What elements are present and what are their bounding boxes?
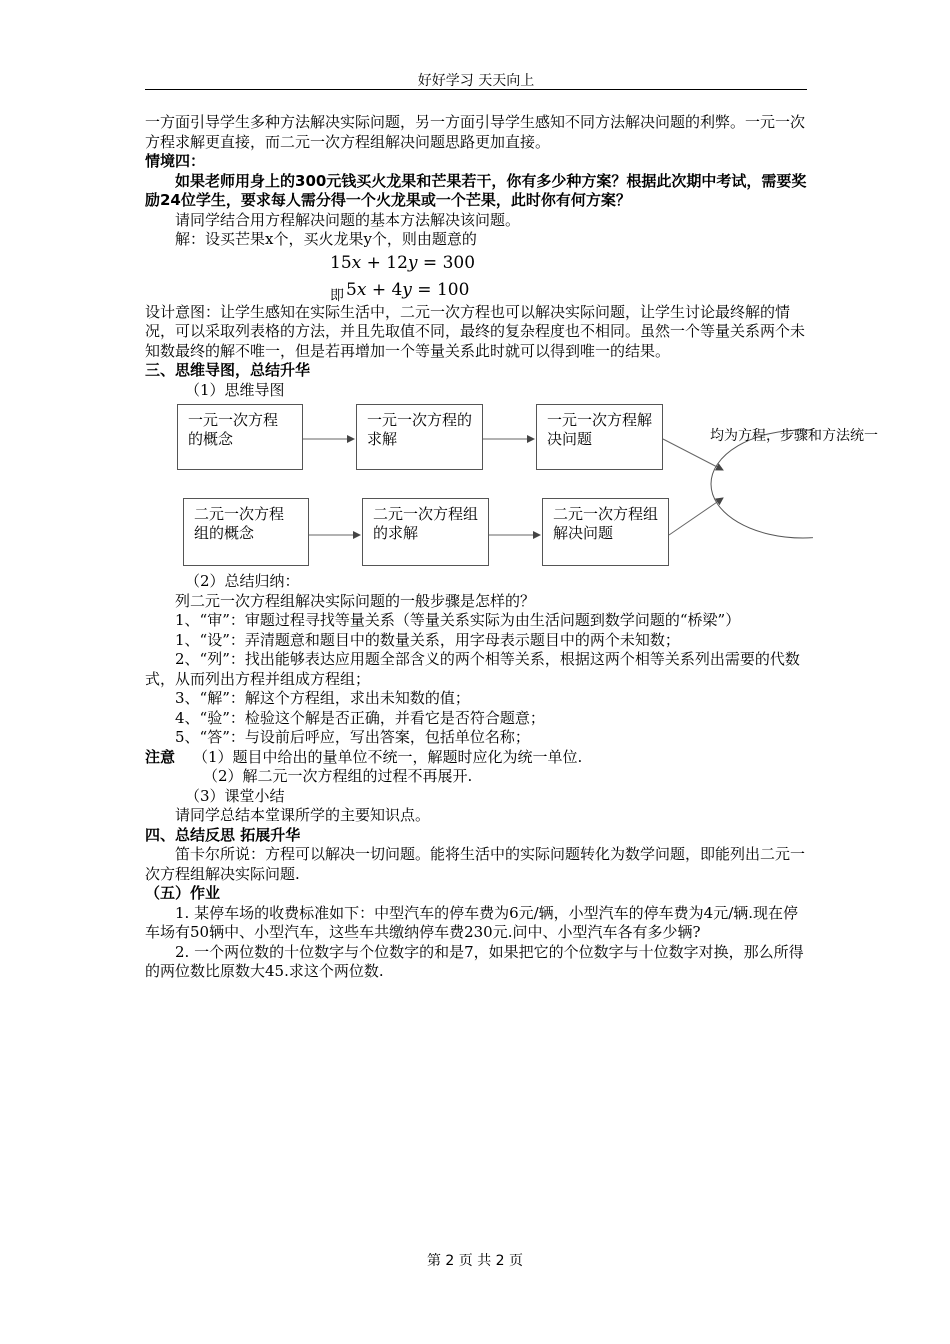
eq1-plus: + 12 bbox=[361, 252, 408, 273]
arrow-r2-to-ellipse bbox=[669, 498, 723, 535]
page-footer: 第 2 页 共 2 页 bbox=[426, 1253, 524, 1269]
section3-sub3: （3）课堂小结 bbox=[185, 786, 285, 805]
situation4-prompt: 请同学结合用方程解决问题的基本方法解决该问题。 bbox=[175, 210, 521, 229]
section3-heading: 三、思维导图，总结升华 bbox=[145, 361, 311, 379]
node-linear-solve: 一元一次方程的求解 bbox=[356, 404, 483, 470]
design-intent: 设计意图：让学生感知在实际生活中，二元一次方程也可以解决实际问题，让学生讨论最终解的情况，可以采取列表格的方法，并且先取值不同，最终的复杂程度也不相同。虽然一个等量关系两个未知数最终的解不唯一，但是若再增加一个等量关系此时就可以得到唯一的结果。 bbox=[145, 302, 806, 360]
eq2-coef-a: 5 bbox=[346, 279, 357, 300]
note-1-line bbox=[145, 748, 813, 768]
node-linear-apply: 一元一次方程解决问题 bbox=[536, 404, 663, 470]
situation4-question: 如果老师用身上的300元钱买火龙果和芒果若干，你有多少种方案？根据此次期中考试，需要奖励24位学生，要求每人需分得一个火龙果或一个芒果，此时你有何方案？ bbox=[145, 171, 807, 209]
step-shen: 1、“审”：审题过程寻找等量关系（等量关系实际为由生活问题到数学问题的“桥梁”） bbox=[175, 611, 741, 629]
section3-sub1: （1）思维导图 bbox=[185, 380, 285, 399]
eq1-var-y: y bbox=[407, 252, 418, 273]
eq2-var-x: x bbox=[356, 279, 367, 300]
mind-map bbox=[145, 402, 878, 572]
eq2-var-y: y bbox=[402, 279, 412, 300]
section3-sub2: （2）总结归纳： bbox=[185, 572, 300, 590]
eq1-coef-a: 15 bbox=[330, 252, 352, 273]
page-header: 好好学习 天天向上 bbox=[417, 73, 535, 89]
conclusion-text: 均为方程，步骤和方法统一 bbox=[710, 428, 878, 444]
step-lie: 2、“列”：找出能够表达应用题全部含义的两个相等关系，根据这两个相等关系列出需要的代数式，从而列出方程并组成方程组； bbox=[145, 650, 800, 688]
eq2-rhs: = 100 bbox=[411, 279, 470, 300]
homework-1: 1. 某停车场的收费标准如下：中型汽车的停车费为6元/辆，小型汽车的停车费为4元/辆.现在停车场有50辆中、小型汽车，这些车共缴纳停车费230元.问中、小型汽车各有多少辆? bbox=[145, 903, 799, 941]
node-system-apply: 二元一次方程组解决问题 bbox=[542, 498, 669, 566]
note-label: 注意 bbox=[145, 747, 176, 766]
node-system-concept: 二元一次方程组的概念 bbox=[183, 498, 309, 566]
equation-2 bbox=[145, 277, 813, 303]
homework-2: 2. 一个两位数的十位数字与个位数字的和是7，如果把它的个位数字与十位数字对换，那么所得的两位数比原数大45.求这个两位数. bbox=[145, 942, 804, 980]
steps-intro: 列二元一次方程组解决实际问题的一般步骤是怎样的？ bbox=[175, 591, 536, 610]
note-1: （1）题目中给出的量单位不统一，解题时应化为统一单位. bbox=[193, 747, 583, 766]
situation4-solution: 解：设买芒果x个，买火龙果y个，则由题意的 bbox=[175, 230, 477, 248]
step-jie: 3、“解”：解这个方程组，求出未知数的值； bbox=[175, 689, 470, 707]
eq1-rhs: = 300 bbox=[417, 252, 476, 273]
document-body bbox=[145, 113, 878, 982]
equation-1 bbox=[145, 250, 813, 277]
section4-text: 笛卡尔所说：方程可以解决一切问题。能将生活中的实际问题转化为数学问题，即能列出二元一次方程组解决实际问题. bbox=[145, 845, 806, 883]
eq2-plus: + 4 bbox=[366, 279, 403, 300]
eq1-var-x: x bbox=[351, 252, 362, 273]
section5-heading: （五）作业 bbox=[145, 884, 221, 902]
step-yan: 4、“验”：检验这个解是否正确，并看它是否符合题意； bbox=[175, 708, 545, 727]
step-she: 1、“设”：弄清题意和题目中的数量关系，用字母表示题目中的两个未知数； bbox=[175, 630, 680, 649]
node-system-solve: 二元一次方程组的求解 bbox=[362, 498, 489, 566]
eq2-prefix: 即 bbox=[330, 287, 344, 304]
situation4-heading: 情境四： bbox=[145, 152, 206, 170]
note-2: （2）解二元一次方程组的过程不再展开. bbox=[203, 767, 473, 785]
class-summary: 请同学总结本堂课所学的主要知识点。 bbox=[175, 806, 431, 824]
section4-heading: 四、总结反思 拓展升华 bbox=[145, 825, 301, 844]
intro-paragraph: 一方面引导学生多种方法解决实际问题，另一方面引导学生感知不同方法解决问题的利弊。一元一次方程求解更直接，而二元一次方程组解决问题思路更加直接。 bbox=[145, 113, 806, 151]
node-linear-concept: 一元一次方程的概念 bbox=[177, 404, 303, 470]
step-da: 5、“答”：与设前后呼应，写出答案，包括单位名称； bbox=[175, 728, 530, 746]
header-rule bbox=[145, 89, 807, 90]
